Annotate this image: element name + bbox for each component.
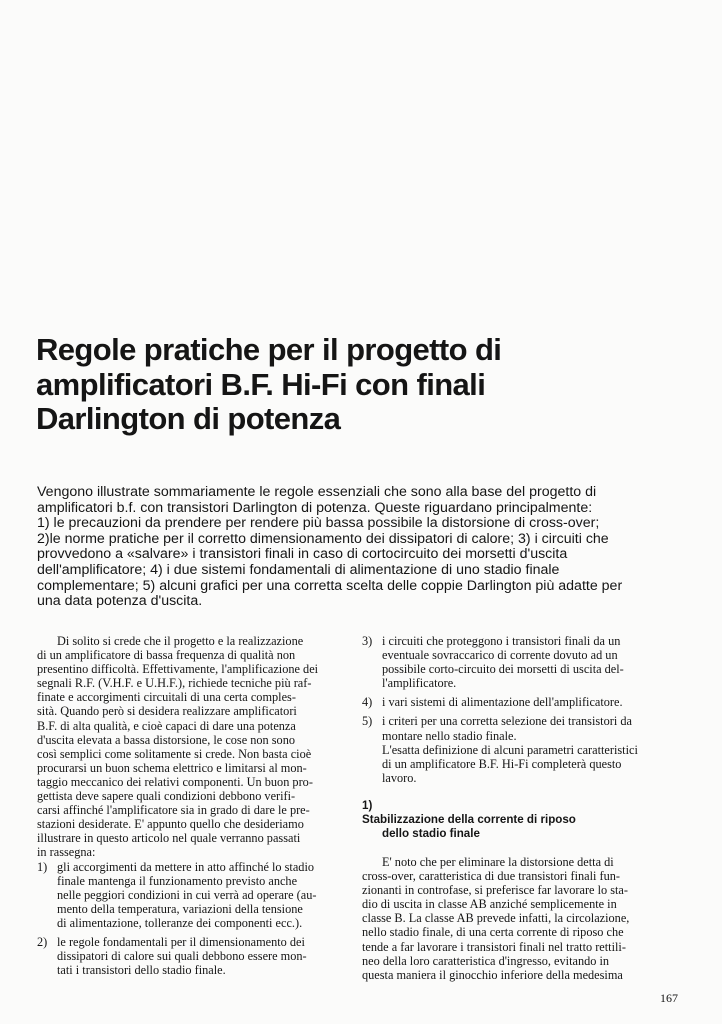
text-line: di alimentazione, tolleranze dei componenti ecc.). xyxy=(57,915,303,930)
abstract-line: dell'amplificatore; 4) i due sistemi fondamentali di alimentazione di uno stadio finale xyxy=(37,561,560,578)
text-line: Di solito si crede che il progetto e la realizzazione xyxy=(57,634,304,648)
left-column xyxy=(37,634,347,977)
section-title: Stabilizzazione della corrente di riposo xyxy=(362,812,576,826)
list-item xyxy=(37,860,347,930)
list-number: 4) xyxy=(362,695,373,710)
text-line: segnali R.F. (V.H.F. e U.H.F.), richiede tecniche più raf- xyxy=(37,676,312,691)
text-line: dio di uscita in classe AB anziché semplicemente in xyxy=(362,897,617,912)
text-line: neo della loro caratteristica d'ingresso, evitando in xyxy=(362,953,610,968)
text-line: gettista deve sapere quali condizioni debbono verifi- xyxy=(37,789,296,804)
text-line: finale mantenga il funzionamento previsto anche xyxy=(57,873,298,888)
text-line: sità. Quando però si desidera realizzare amplificatori xyxy=(37,704,297,719)
text-line: cross-over, caratteristica di due transistori finali fun- xyxy=(362,869,620,884)
text-line: B.F. di alta qualità, e cioè capaci di dare una potenza xyxy=(37,718,296,733)
title-line: Darlington di potenza xyxy=(36,401,341,436)
list-item-first-line xyxy=(362,634,672,648)
section-heading xyxy=(362,799,672,841)
text-line: gli accorgimenti da mettere in atto affinché lo stadio xyxy=(57,859,315,874)
text-line: illustrare in questo articolo nel quale verranno passati xyxy=(37,831,301,846)
abstract-line: 2)le norme pratiche per il corretto dimensionamento dei dissipatori di calore; 3) i circuiti che xyxy=(37,530,609,547)
title-line: Regole pratiche per il progetto di xyxy=(36,332,502,367)
text-line: mento della temperatura, variazioni della tensione xyxy=(57,901,303,916)
list-item xyxy=(362,714,672,784)
list-item-first-line xyxy=(37,935,347,949)
text-line: questa maniera il ginocchio inferiore della medesima xyxy=(362,967,623,982)
title-line: amplificatori B.F. Hi-Fi con finali xyxy=(36,366,486,402)
text-line: dissipatori di calore sui quali debbono essere mon- xyxy=(57,949,307,964)
text-line: finate e accorgimenti circuitali di una certa comples- xyxy=(37,690,296,705)
abstract xyxy=(37,485,697,610)
text-line: procurarsi un buon schema elettrico e limitarsi al mon- xyxy=(37,760,307,775)
text-line: E' noto che per eliminare la distorsione detta di xyxy=(382,854,614,869)
list-item-first-line xyxy=(362,695,672,709)
text-line: presentino difficoltà. Effettivamente, l'amplificazione dei xyxy=(37,662,319,677)
text-line: di un amplificatore di bassa frequenza di qualità non xyxy=(37,648,296,663)
text-line: nello stadio finale, di una certa corrente di riposo che xyxy=(362,925,624,940)
text-line: eventuale sovraccarico di corrente dovuto ad un xyxy=(382,648,618,663)
abstract-line: provvedono a «salvare» i transistori finali in caso di cortocircuito dei morsetti d'uscita xyxy=(37,546,568,563)
text-line: taggio meccanico dei relativi componenti. Un buon pro- xyxy=(37,774,313,789)
text-line: tati i transistori dello stadio finale. xyxy=(57,963,226,978)
text-line: zionanti in controfase, si preferisce far lavorare lo sta- xyxy=(362,883,628,898)
text-line: d'uscita elevata a bassa distorsione, le cose non sono xyxy=(37,732,295,747)
text-line: in rassegna: xyxy=(37,845,96,860)
abstract-line: amplificatori b.f. con transistori Darlington di potenza. Queste riguardano principalmente: xyxy=(37,499,593,516)
list-number: 3) xyxy=(362,634,373,648)
list-number: 5) xyxy=(362,714,373,729)
list-item-first-line xyxy=(362,714,672,728)
text-line: così semplici come solitamente si crede. Non basta cioè xyxy=(37,746,312,761)
abstract-line: Vengono illustrate sommariamente le regole essenziali che sono alla base del progetto di xyxy=(37,484,597,500)
list-item xyxy=(37,935,347,977)
section-heading-line xyxy=(362,799,672,827)
right-column xyxy=(362,634,672,982)
text-line: nelle peggiori condizioni in cui verrà ad operare (au- xyxy=(57,887,317,902)
page-number: 167 xyxy=(660,991,678,1005)
text-line: L'esatta definizione di alcuni parametri caratteristici xyxy=(382,742,638,757)
text-line: i circuiti che proteggono i transistori finali da un xyxy=(382,634,621,648)
intro-paragraph xyxy=(37,634,347,860)
section-title-continued: dello stadio finale xyxy=(382,826,480,840)
text-line: lavoro. xyxy=(382,770,417,785)
text-line: i criteri per una corretta selezione dei transistori da xyxy=(382,714,632,729)
section-paragraph xyxy=(362,855,672,982)
list-item xyxy=(362,695,672,709)
text-line: montare nello stadio finale. xyxy=(382,728,517,743)
section-number: 1) xyxy=(362,798,373,812)
text-line: le regole fondamentali per il dimensionamento dei xyxy=(57,934,305,949)
text-line: classe B. La classe AB prevede infatti, la circolazione, xyxy=(362,911,630,926)
text-line: possibile corto-circuito dei morsetti di uscita del- xyxy=(382,662,624,677)
abstract-line: 1) le precauzioni da prendere per rendere più bassa possibile la distorsione di cross-over; xyxy=(37,515,600,532)
list-item xyxy=(362,634,672,690)
abstract-line: una data potenza d'uscita. xyxy=(37,593,203,610)
list-item-first-line xyxy=(37,860,347,874)
text-line: tende a far lavorare i transistori finali nel tratto rettili- xyxy=(362,939,626,954)
list-number: 2) xyxy=(37,934,48,949)
text-line: di un amplificatore B.F. Hi-Fi completerà questo xyxy=(382,756,622,771)
article-title xyxy=(36,333,676,437)
list-number: 1) xyxy=(37,859,48,874)
text-line: l'amplificatore. xyxy=(382,676,457,691)
text-line: carsi affinché l'amplificatore sia in grado di dare le pre- xyxy=(37,803,310,818)
abstract-line: complementare; 5) alcuni grafici per una corretta scelta delle coppie Darlington più adatte per xyxy=(37,577,623,594)
text-line: stazioni desiderate. E' appunto quello che desideriamo xyxy=(37,817,304,832)
text-line: i vari sistemi di alimentazione dell'amplificatore. xyxy=(382,695,623,710)
